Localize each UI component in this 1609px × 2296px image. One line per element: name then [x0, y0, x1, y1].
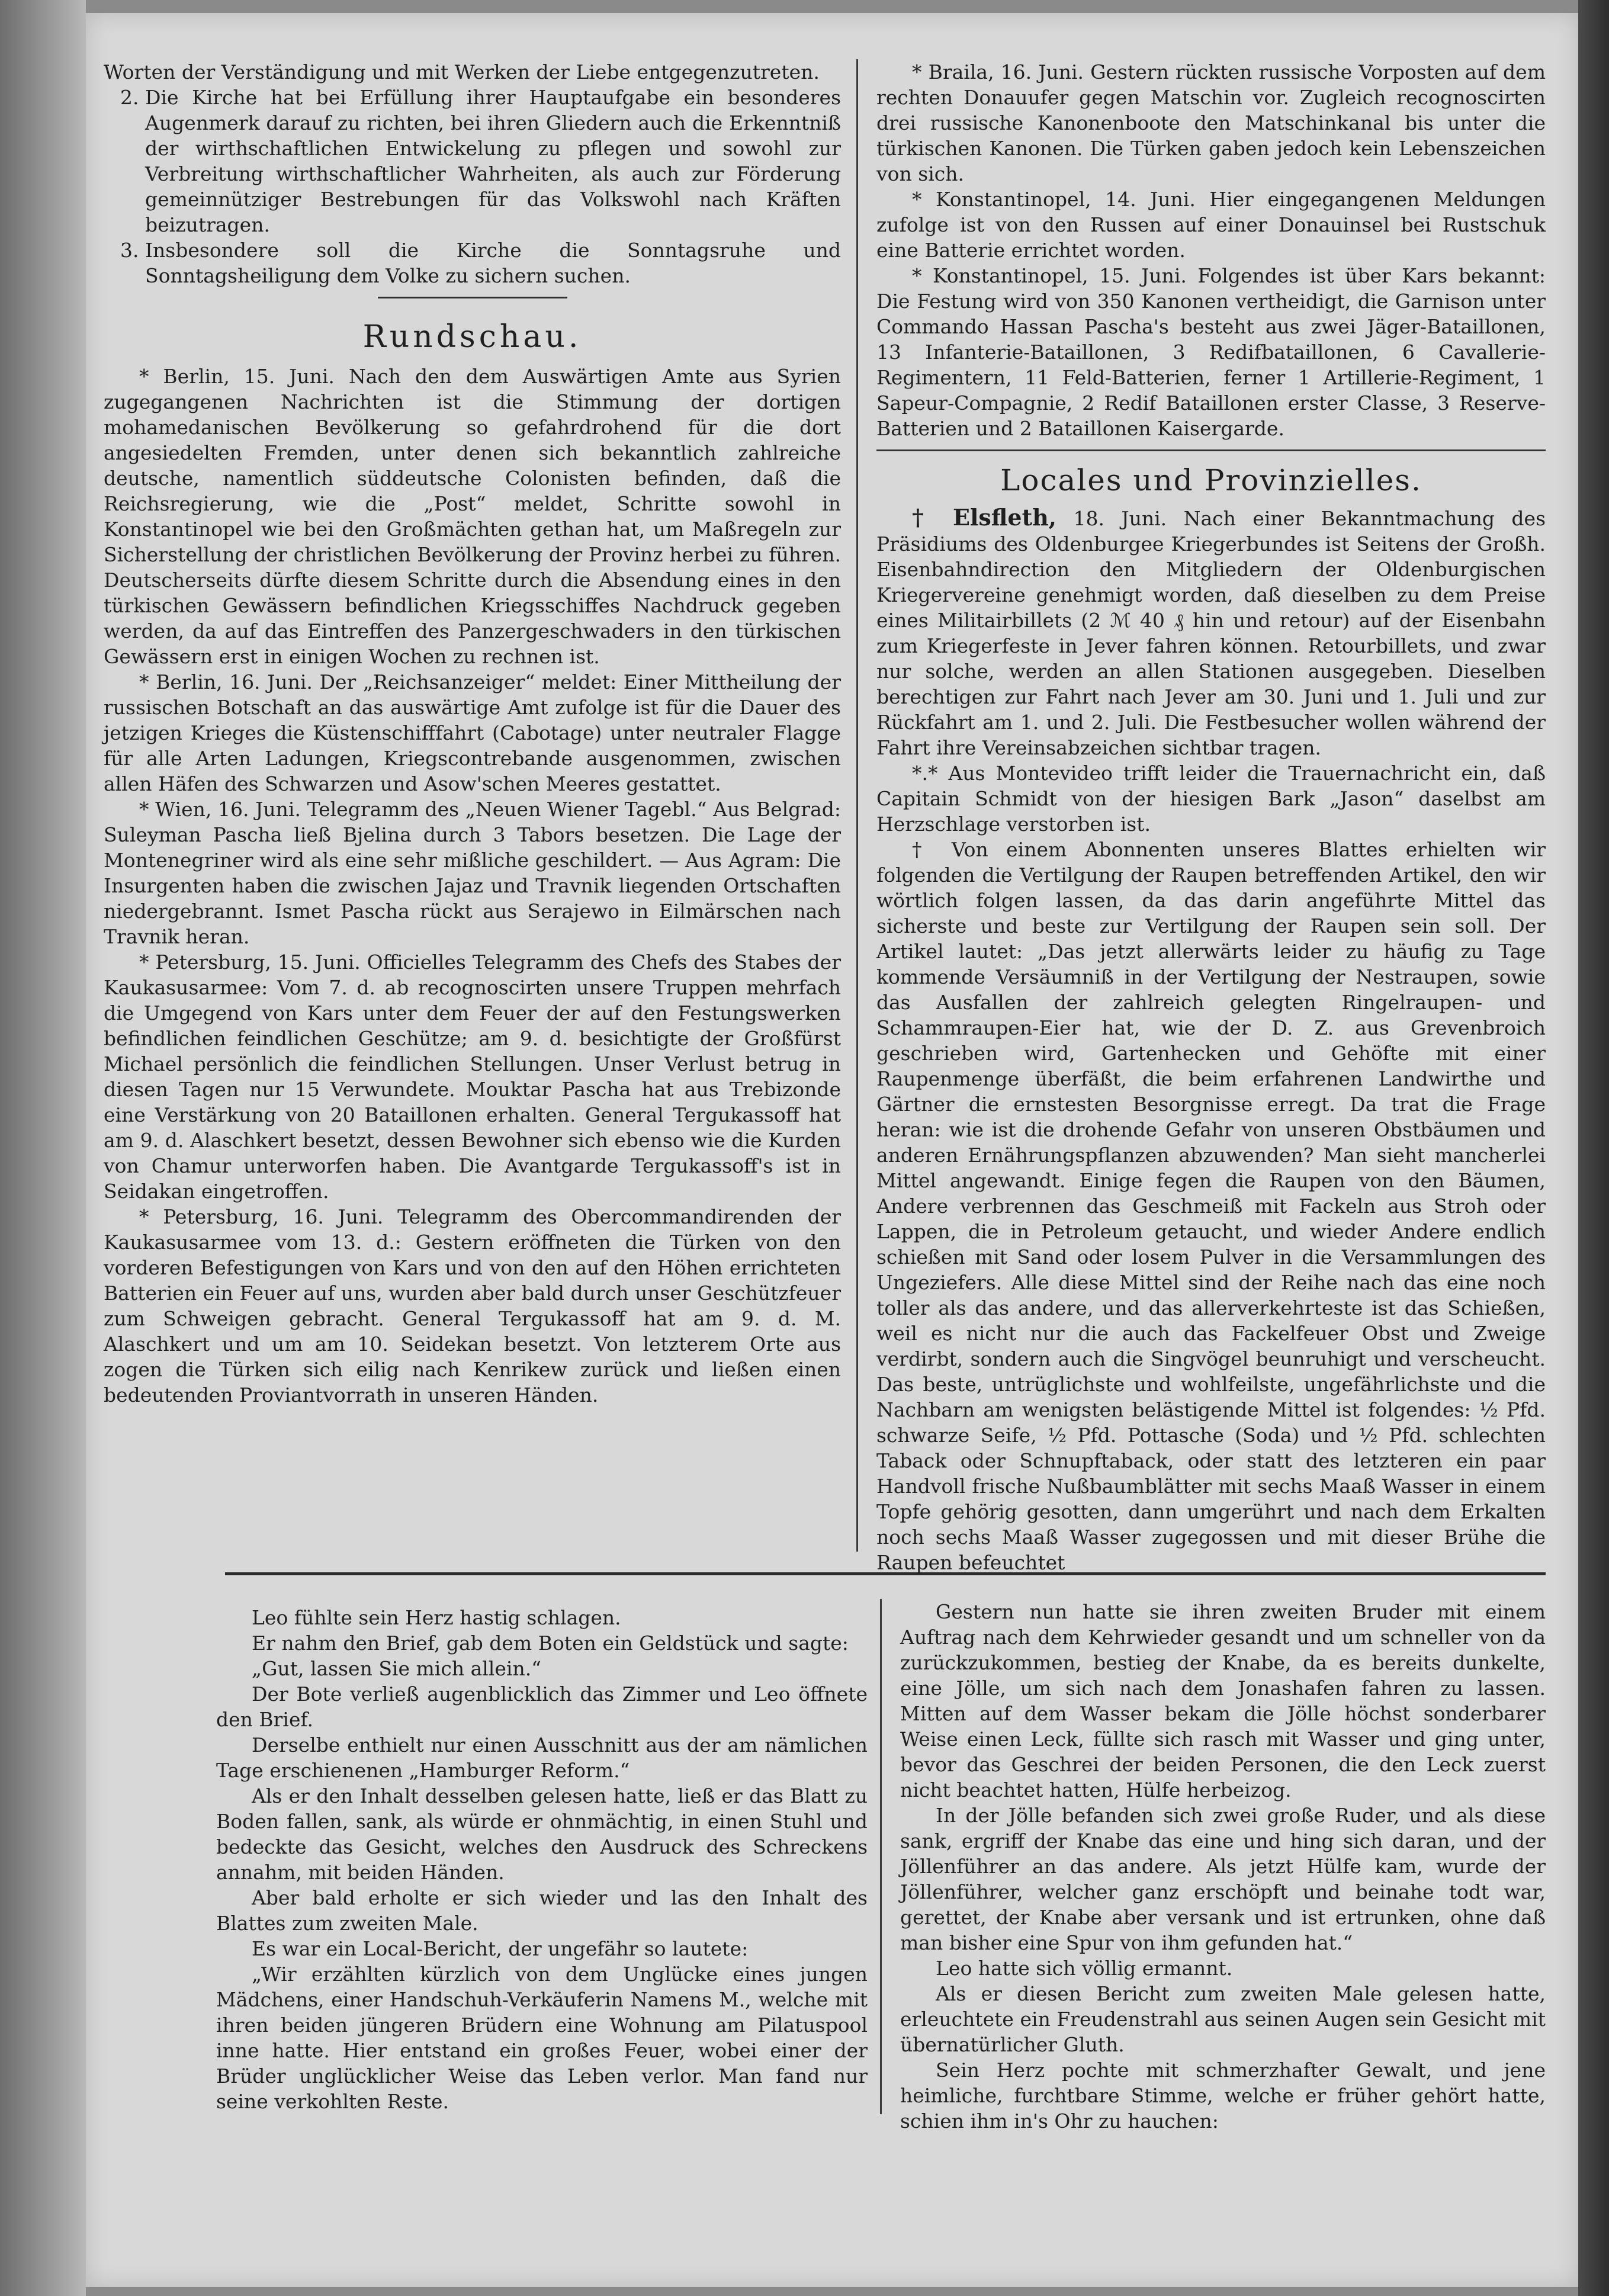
section-heading-rundschau: Rundschau.: [362, 319, 582, 355]
feuilleton-column-right: [900, 1599, 1546, 2134]
article-montevideo: *.* Aus Montevideo trifft leider die Trauernachricht ein, daß Capitain Schmidt von der hiesigen Bark „Jason“ daselbst am Herzschlage verstorben ist.: [876, 762, 1546, 836]
story-paragraph: „Wir erzählten kürzlich von dem Unglücke eines jungen Mädchens, einer Handschuh-Verkäuferin Namens M., welche mit ihren beiden jüngeren Brüdern eine Wohnung am Pilatuspool inne hatte. Hier entstand ein großes Feuer, wobei einer der Brüder unglücklicher Weise das Leben verlor. Man fand nur seine verkohlten Reste.: [216, 1963, 868, 2113]
story-paragraph: Sein Herz pochte mit schmerzhafter Gewalt, und jene heimliche, furchtbare Stimme, welche er früher gehört hatte, schien ihm in's Ohr zu hauchen:: [900, 2059, 1546, 2133]
story-paragraph: Aber bald erholte er sich wieder und las den Inhalt des Blattes zum zweiten Male.: [216, 1886, 868, 1935]
story-paragraph: Er nahm den Brief, gab dem Boten ein Geldstück und sagte:: [252, 1632, 849, 1655]
article-raupen: † Von einem Abonnenten unseres Blattes erhielten wir folgenden die Vertilgung der Raupen betreffenden Artikel, den wir wörtlich folgen lassen, da das darin angeführte Mittel das sicherste und beste zur Vertilgung der Raupen sein soll. Der Artikel lautet: „Das jetzt allerwärts leider zu häufig zu Tage kommende Versäumniß in der Vertilgung der Nestraupen, sowie das Ausfallen der zahlreich gelegten Ringelraupen- und Schammraupen-Eier hat, wie der D. Z. aus Grevenbroich geschrieben wird, Gartenhecken und Gehöfte mit einer Raupenmenge überfäßt, die beim erfahrenen Landwirthe und Gärtner die ernstesten Besorgnisse erregt. Da trat die Frage heran: wie ist die drohende Gefahr von unseren Obstbäumen und anderen Ernährungspflanzen abzuwenden? Man sieht mancherlei Mittel angewandt. Einige fegen die Raupen von den Bäumen, Andere verbrennen das Geschmeiß mit Fackeln aus Stroh oder Lappen, die in Petroleum getaucht, und wieder Andere endlich schießen mit Sand oder losem Pulver in die Versammlungen des Ungeziefers. Alle diese Mittel sind der Reihe nach das eine noch toller als das andere, und das allerverkehrteste ist das Schießen, weil es nicht nur die auch das Fackelfeuer Obst und Zweige verdirbt, sondern auch die Singvögel beunruhigt und verscheucht. Das beste, untrüglichste und wohlfeilste, ungefährlichste und die Nachbarn am wenigsten belästigende Mittel ist folgendes: ½ Pfd. schwarze Seife, ½ Pfd. Pottasche (Soda) und ½ Pfd. schlechten Taback oder Schnupftaback, oder statt des letzteren ein paar Handvoll frische Nußbaumblätter mit sechs Maaß Wasser in einem Topfe gehörig gesotten, dann umgerührt und nach dem Erkalten noch sechs Maaß Wasser zugegossen und mit dieser Brühe die Raupen befeuchtet: [876, 838, 1546, 1574]
article-wien-16: * Wien, 16. Juni. Telegramm des „Neuen Wiener Tagebl.“ Aus Belgrad: Suleyman Pascha ließ Bjelina durch 3 Tabors besetzen. Die Lage der Montenegriner wird als eine sehr mißliche geschildert. — Aus Agram: Die Insurgenten haben die zwischen Jajaz und Travnik liegenden Ortschaften niedergebrannt. Ismet Pascha rückt aus Serajewo in Eilmärschen nach Travnik heran.: [104, 798, 841, 948]
page-right-shadow: [1578, 0, 1609, 2296]
section-rule: [378, 297, 567, 298]
article-berlin-15: * Berlin, 15. Juni. Nach den dem Auswärtigen Amte aus Syrien zugegangenen Nachrichten ist die Stimmung der dortigen mohamedanischen Bevölkerung so gefahrdrohend für die dort angesiedelten Fremden, unter denen sich bekanntlich zahlreiche deutsche, namentlich süddeutsche Colonisten befinden, daß die Reichsregierung, wie die „Post“ meldet, Schritte sowohl in Konstantinopel wie bei den Großmächten gethan hat, um Maßregeln zur Sicherstellung der christlichen Bevölkerung der Provinz herbei zu führen. Deutscherseits dürfte diesem Schritte durch die Absendung eines in den türkischen Gewässern befindlichen Kriegsschiffes Nachdruck gegeben werden, da auf das Eintreffen des Panzergeschwaders in den türkischen Gewässern erst in einigen Wochen zu rechnen ist.: [104, 365, 841, 668]
article-elsfleth: [876, 505, 1546, 760]
list-item-2: 2. Die Kirche hat bei Erfüllung ihrer Hauptaufgabe ein besonderes Augenmerk darauf zu richten, bei ihren Gliedern auch die Erkenntniß der wirthschaftlichen Entwickelung zu pflegen und sowohl zur Verbreitung wirthschaftlicher Wahrheiten, als auch zur Förderung gemeinnütziger Bestrebungen für das Volkswohl nach Kräften beizutragen.: [145, 85, 841, 237]
article-konstantinopel-14: * Konstantinopel, 14. Juni. Hier eingegangenen Meldungen zufolge ist von den Russen auf einer Donauinsel bei Rustschuk eine Batterie errichtet worden.: [876, 188, 1546, 262]
story-paragraph: Es war ein Local-Bericht, der ungefähr so lautete:: [252, 1937, 749, 1960]
story-paragraph: In der Jölle befanden sich zwei große Ruder, und als diese sank, ergriff der Knabe das eine und hing sich daran, und der Jöllenführer an das andere. Als jetzt Hülfe kam, wurde der Jöllenführer, welcher ganz erschöpft und beinahe todt war, gerettet, der Knabe aber versank und ist ertrunken, ohne daß man bisher eine Spur von ihm gefunden hat.“: [900, 1804, 1546, 1954]
dateline-elsfleth: † Elsfleth,: [912, 504, 1057, 531]
column-top-left: [104, 59, 841, 1408]
column-divider-top: [856, 59, 858, 1552]
article-braila-16: * Braila, 16. Juni. Gestern rückten russische Vorposten auf dem rechten Donauufer gegen Matschin vor. Zugleich recognoscirten drei russische Kanonenboote den Matschinkanal bis unter die türkischen Kanonen. Die Türken gaben jedoch kein Lebenszeichen von sich.: [876, 60, 1546, 185]
story-paragraph: Leo hatte sich völlig ermannt.: [936, 1957, 1233, 1980]
section-heading-locales: Locales und Provinzielles.: [1000, 463, 1422, 497]
story-paragraph: „Gut, lassen Sie mich allein.“: [252, 1657, 542, 1680]
article-petersburg-16: * Petersburg, 16. Juni. Telegramm des Obercommandirenden der Kaukasusarmee vom 13. d.: Gestern eröffneten die Türken von den vorderen Befestigungen von Kars und von den auf den Höhen errichteten Batterien ein Feuer auf uns, wurden aber bald durch unser Geschützfeuer zum Schweigen gebracht. General Tergukassoff hat am 9. d. M. Alaschkert und um am 10. Seidekan besetzt. Von letzterem Orte aus zogen die Türken sich eilig nach Kenrikew zurück und ließen einen bedeutenden Proviantvorrath in unseren Händen.: [104, 1205, 841, 1406]
intro-text: Worten der Verständigung und mit Werken der Liebe entgegenzutreten.: [104, 60, 820, 84]
article-petersburg-15: * Petersburg, 15. Juni. Officielles Telegramm des Chefs des Stabes der Kaukasusarmee: Vom 7. d. ab recognoscirten unsere Truppen mehrfach die Umgegend von Kars unter dem Feuer der auf den Festungswerken befindlichen feindlichen Geschütze; am 9. d. besichtigte der Großfürst Michael persönlich die feindlichen Stellungen. Unser Verlust betrug in diesen Tagen nur 15 Verwundete. Mouktar Pascha hat aus Trebizonde eine Verstärkung von 20 Bataillonen erhalten. General Tergukassoff hat am 9. d. Alaschkert besetzt, dessen Bewohner sich ebenso wie die Kurden von Chamur unterworfen haben. Die Avantgarde Tergukassoff's ist in Seidakan eingetroffen.: [104, 950, 841, 1203]
story-paragraph: Der Bote verließ augenblicklich das Zimmer und Leo öffnete den Brief.: [216, 1682, 868, 1731]
article-elsfleth-text: 18. Juni. Nach einer Bekanntmachung des Präsidiums des Oldenburgee Kriegerbundes ist Seitens der Großh. Eisenbahndirection den Mitgliedern der Oldenburgischen Kriegervereine genehmigt worden, daß dieselben zu dem Preise eines Militairbillets (2 ℳ 40 ₰ hin und retour) auf der Eisenbahn zum Kriegerfeste in Jever fahren können. Retourbillets, und zwar nur solche, werden an allen Stationen ausgegeben. Dieselben berechtigen zur Fahrt nach Jever am 30. Juni und 1. Juli und zur Rückfahrt am 1. und 2. Juli. Die Festbesucher wollen während der Fahrt ihre Vereinsabzeichen sichtbar tragen.: [876, 507, 1546, 759]
story-paragraph: Als er den Inhalt desselben gelesen hatte, ließ er das Blatt zu Boden fallen, sank, als würde er ohnmächtig, in einen Stuhl und bedeckte das Gesicht, welches den Ausdruck des Schreckens annahm, mit beiden Händen.: [216, 1784, 868, 1884]
story-paragraph: Als er diesen Bericht zum zweiten Male gelesen hatte, erleuchtete ein Freudenstrahl aus seinen Augen sein Gesicht mit übernatürlicher Gluth.: [900, 1982, 1546, 2056]
story-paragraph: Derselbe enthielt nur einen Ausschnitt aus der am nämlichen Tage erschienenen „Hamburger Reform.“: [216, 1733, 868, 1782]
column-divider-bottom: [880, 1599, 882, 2114]
book-binding-edge: [0, 0, 86, 2296]
article-konstantinopel-15: * Konstantinopel, 15. Juni. Folgendes ist über Kars bekannt: Die Festung wird von 350 Kanonen vertheidigt, die Garnison unter Commando Hassan Pascha's besteht aus zwei Jäger-Bataillonen, 13 Infanterie-Bataillonen, 3 Redifbataillonen, 6 Cavallerie-Regimentern, 11 Feld-Batterien, ferner 1 Artillerie-Regiment, 1 Sapeur-Compagnie, 2 Redif Bataillonen erster Classe, 3 Reserve-Batterien und 2 Bataillonen Kaisergarde.: [876, 264, 1546, 440]
story-paragraph: Gestern nun hatte sie ihren zweiten Bruder mit einem Auftrag nach dem Kehrwieder gesandt und um schneller von da zurückzukommen, bestieg der Knabe, da es bereits dunkelte, eine Jölle, um sich nach dem Jonashafen fahren zu lassen. Mitten auf dem Wasser bekam die Jölle höchst sonderbarer Weise einen Leck, füllte sich rasch mit Wasser und ging unter, bevor das Geschrei der beiden Personen, die den Leck zuerst nicht beachtet hatten, Hülfe herbeizog.: [900, 1600, 1546, 1802]
feuilleton-column-left: [216, 1605, 868, 2114]
section-rule: [876, 449, 1546, 451]
article-berlin-16: * Berlin, 16. Juni. Der „Reichsanzeiger“ meldet: Einer Mittheilung der russischen Botschaft an das auswärtige Amt zufolge ist für die Dauer des jetzigen Krieges die Küstenschifffahrt (Cabotage) unter neutraler Flagge für alle Arten Ladungen, Kriegscontrebande ausgenommen, zwischen allen Häfen des Schwarzen und Asow'schen Meeres gestattet.: [104, 670, 841, 795]
column-top-right: [876, 59, 1546, 1575]
list-item-3: 3. Insbesondere soll die Kirche die Sonntagsruhe und Sonntagsheiligung dem Volke zu sichern suchen.: [145, 237, 841, 288]
story-paragraph: Leo fühlte sein Herz hastig schlagen.: [252, 1606, 621, 1629]
numbered-list: [104, 85, 841, 288]
